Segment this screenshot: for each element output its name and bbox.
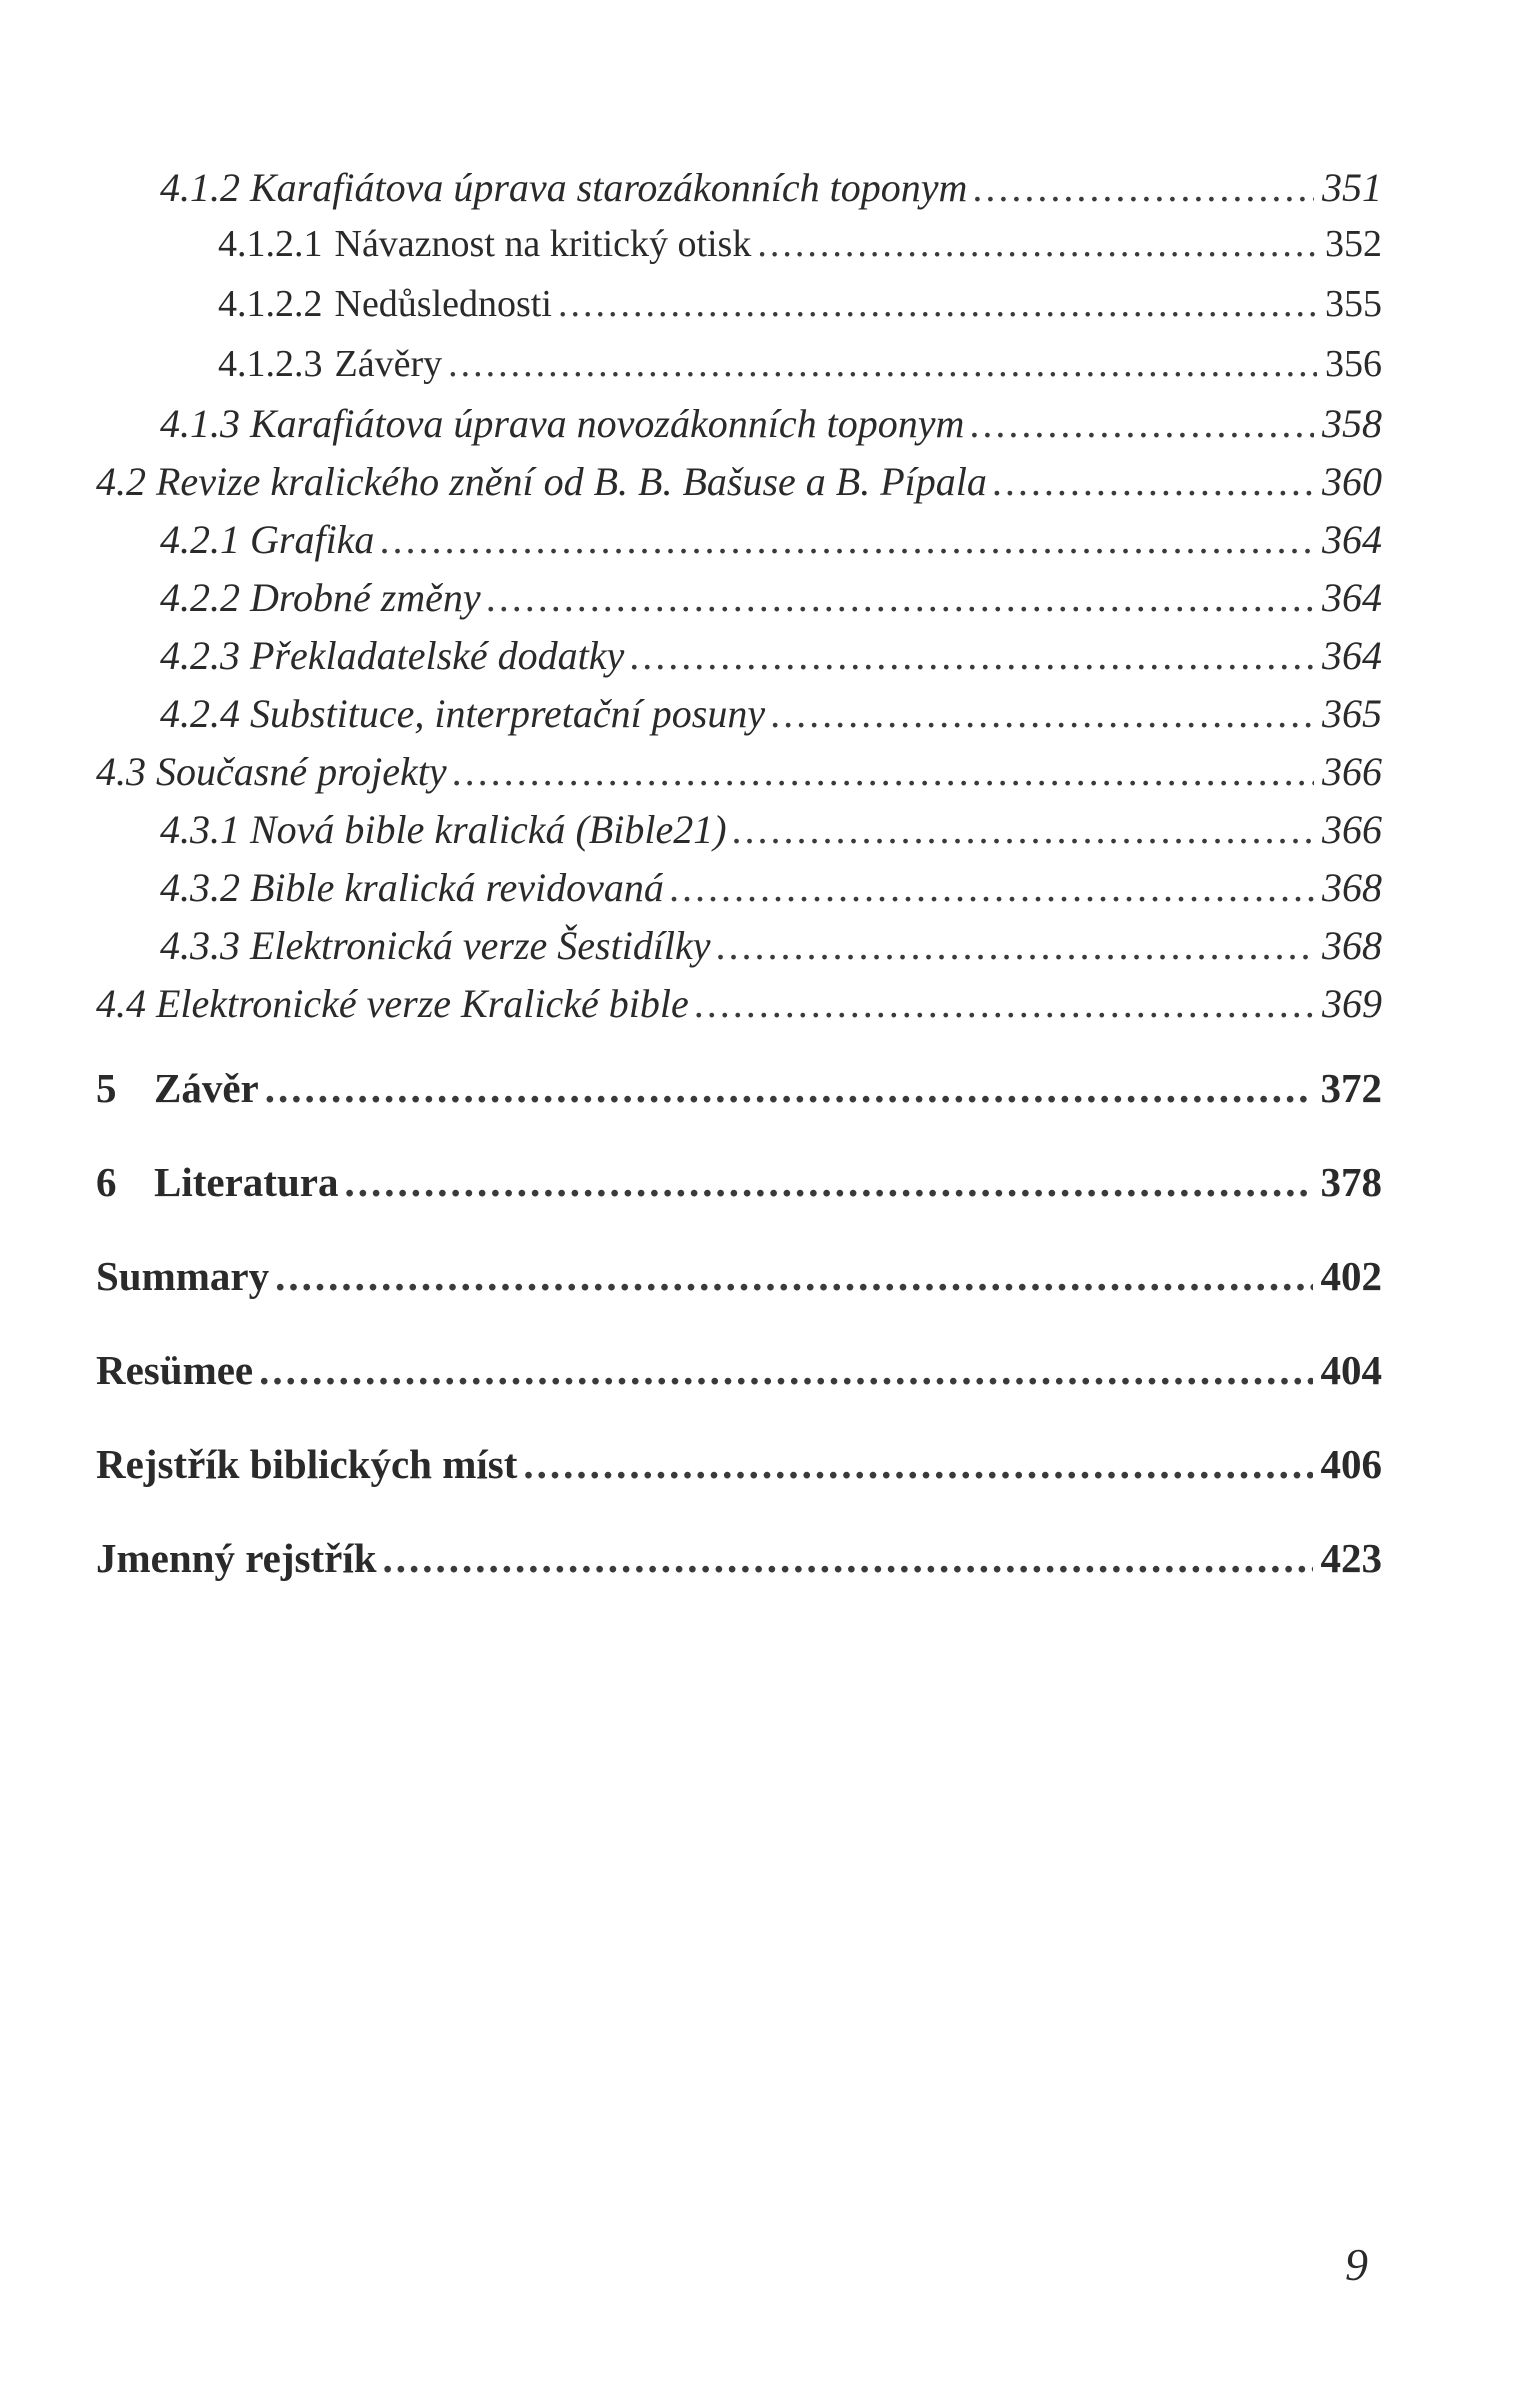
dot-leader [523, 1440, 1312, 1488]
dot-leader [383, 1534, 1313, 1582]
dot-leader [630, 632, 1314, 679]
dot-leader [717, 922, 1314, 969]
toc-entry-page: 364 [1322, 517, 1382, 562]
toc-entry-page: 366 [1322, 807, 1382, 852]
toc-entry-page: 358 [1322, 401, 1382, 446]
toc-entry [160, 632, 1382, 679]
toc-chapter [96, 1064, 1382, 1112]
toc-entry-page: 351 [1322, 165, 1382, 210]
toc-entry-number: 4.2.2 [160, 575, 240, 620]
toc-entry-page: 352 [1325, 223, 1382, 265]
dot-leader [670, 864, 1314, 911]
toc-chapter [96, 1534, 1382, 1582]
dot-leader [993, 458, 1314, 505]
toc-entry [96, 458, 1382, 505]
toc-entry-page: 366 [1322, 749, 1382, 794]
toc-entry-title: Bible kralická revidovaná [250, 865, 664, 910]
toc-entry [160, 922, 1382, 969]
toc-entry-number: 4.2.4 [160, 691, 240, 736]
toc-entry-page: 402 [1320, 1253, 1382, 1299]
toc-entry-number: 5 [96, 1065, 117, 1111]
toc-entry-number: 4.2.3 [160, 633, 240, 678]
toc-entry-number: 6 [96, 1159, 117, 1205]
dot-leader [380, 516, 1314, 563]
toc-entry-number: 4.3.3 [160, 923, 240, 968]
dot-leader [344, 1158, 1312, 1206]
toc-entry [218, 342, 1382, 386]
toc-entry-page: 378 [1320, 1159, 1382, 1205]
toc-entry [160, 806, 1382, 853]
toc-entry-title: Grafika [250, 517, 375, 562]
dot-leader [973, 164, 1314, 211]
toc-entry-title: Resümee [96, 1347, 254, 1393]
dot-leader [771, 690, 1314, 737]
toc-chapter [96, 1346, 1382, 1394]
dot-leader [265, 1064, 1313, 1112]
dot-leader [453, 748, 1314, 795]
toc-entry [160, 574, 1382, 621]
dot-leader [695, 980, 1314, 1027]
toc-entry [96, 748, 1382, 795]
toc-entry-title: Jmenný rejstřík [96, 1535, 377, 1581]
toc-entry-page: 364 [1322, 575, 1382, 620]
dot-leader [733, 806, 1314, 853]
page-number: 9 [1345, 2239, 1368, 2290]
toc-entry [160, 516, 1382, 563]
toc-entry [160, 164, 1382, 211]
dot-leader [970, 400, 1314, 447]
toc-entry-title: Drobné změny [250, 575, 481, 620]
toc-chapter [96, 1440, 1382, 1488]
toc-entry-title: Současné projekty [156, 749, 447, 794]
toc-entry-title: Nedůslednosti [334, 283, 552, 325]
toc-entry-page: 369 [1322, 981, 1382, 1026]
toc-entry-title: Literatura [154, 1159, 339, 1205]
toc-entry-title: Revize kralického znění od B. B. Bašuse a B. Pípala [156, 459, 987, 504]
toc-entry-title: Karafiátova úprava novozákonních toponym [250, 401, 965, 446]
toc-entry-number: 4.1.2.1 [218, 223, 323, 265]
toc-entry-title: Závěr [154, 1065, 259, 1111]
toc-entry-number: 4.3 [96, 749, 146, 794]
toc-entry-page: 365 [1322, 691, 1382, 736]
toc-entry-title: Nová bible kralická (Bible21) [250, 807, 727, 852]
dot-leader [487, 574, 1314, 621]
toc-entry-number: 4.4 [96, 981, 146, 1026]
toc-entry-page: 372 [1320, 1065, 1382, 1111]
toc-entry [218, 282, 1382, 326]
dot-leader [757, 222, 1317, 266]
toc-entry-title: Karafiátova úprava starozákonních toponym [250, 165, 968, 210]
toc-entry-page: 423 [1320, 1535, 1382, 1581]
toc-entry-title: Překladatelské dodatky [250, 633, 625, 678]
dot-leader [448, 342, 1317, 386]
toc-entry-title: Substituce, interpretační posuny [250, 691, 766, 736]
toc-chapter [96, 1252, 1382, 1300]
toc-entry-title: Závěry [334, 343, 443, 385]
toc-entry-title: Elektronická verze Šestidílky [250, 923, 711, 968]
toc-entry [160, 400, 1382, 447]
toc-entry-title: Rejstřík biblických míst [96, 1441, 518, 1487]
toc-entry-number: 4.1.3 [160, 401, 240, 446]
toc-entry [160, 864, 1382, 911]
toc-entry-page: 406 [1320, 1441, 1382, 1487]
toc-entry-title: Návaznost na kritický otisk [334, 223, 752, 265]
toc-entry [160, 690, 1382, 737]
toc-entry-page: 355 [1325, 283, 1382, 325]
toc-entry-number: 4.3.2 [160, 865, 240, 910]
toc-entry-title: Summary [96, 1253, 270, 1299]
toc-entry-page: 368 [1322, 865, 1382, 910]
toc-entry-page: 360 [1322, 459, 1382, 504]
toc-entry-number: 4.2 [96, 459, 146, 504]
toc-entry [218, 222, 1382, 266]
toc-entry-number: 4.1.2.3 [218, 343, 323, 385]
toc-entry-number: 4.1.2 [160, 165, 240, 210]
toc-entry-page: 404 [1320, 1347, 1382, 1393]
dot-leader [275, 1252, 1312, 1300]
toc-entry-title: Elektronické verze Kralické bible [156, 981, 689, 1026]
dot-leader [558, 282, 1317, 326]
toc-entry-number: 4.1.2.2 [218, 283, 323, 325]
toc-entry-number: 4.2.1 [160, 517, 240, 562]
toc-entry [96, 980, 1382, 1027]
dot-leader [259, 1346, 1312, 1394]
toc-entry-page: 364 [1322, 633, 1382, 678]
toc-entry-page: 356 [1325, 343, 1382, 385]
toc-entry-page: 368 [1322, 923, 1382, 968]
toc-chapter [96, 1158, 1382, 1206]
toc-entry-number: 4.3.1 [160, 807, 240, 852]
